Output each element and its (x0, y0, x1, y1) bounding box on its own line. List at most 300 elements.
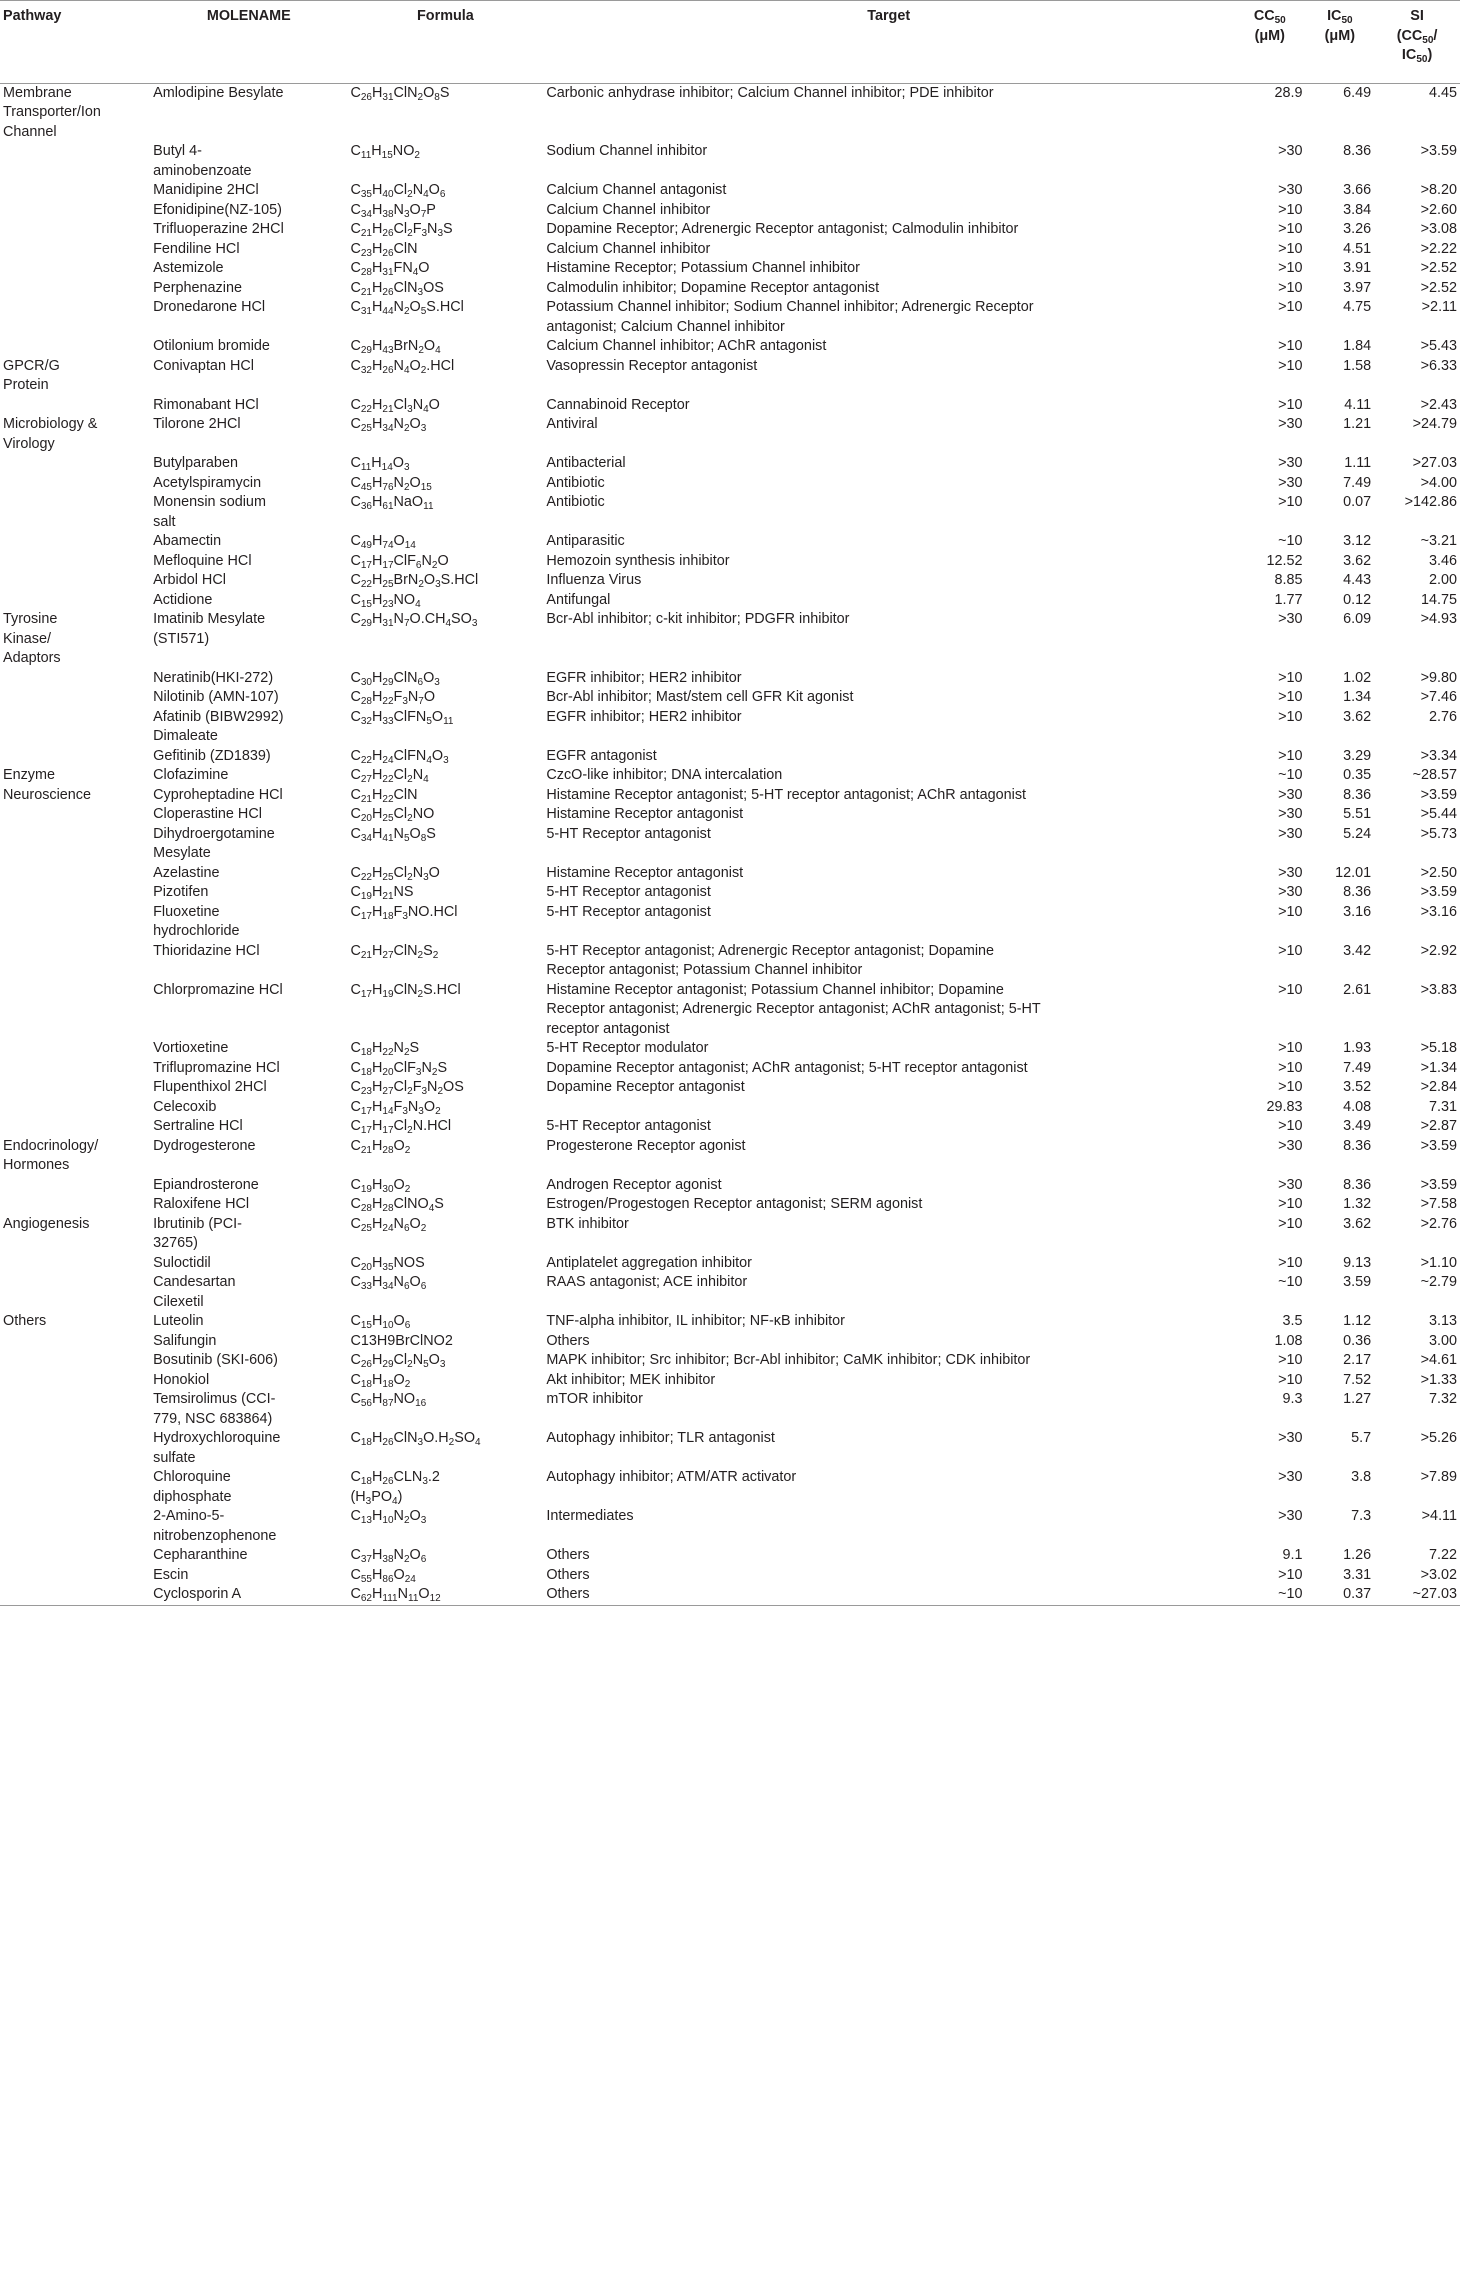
cell-cc50: >10 (1278, 747, 1303, 764)
cell-target: Cannabinoid Receptor (546, 396, 690, 413)
cell-si: >3.02 (1420, 1566, 1457, 1583)
cell-target: Histamine Receptor antagonist (546, 864, 744, 881)
cell-cc50: >10 (1278, 1040, 1303, 1056)
cell-target: 5-HT Receptor antagonist (546, 884, 711, 900)
table-row (0, 1039, 1460, 1059)
cell-si: 2.00 (1428, 572, 1457, 588)
cell-molename: Afatinib (BIBW2992) Dimaleate (153, 708, 284, 744)
cell-formula: $C_{28}H_{28}ClNO_4S$ (350, 1196, 444, 1214)
cell-target: Antibiotic (546, 494, 605, 510)
cell-formula: $C_{18}H_{20}ClF_3N_2S$ (350, 1059, 448, 1078)
cell-target: Histamine Receptor; Potassium Channel inhibitor (546, 260, 860, 276)
cell-formula: $C_{15}H_{10}O_6$ (350, 1313, 411, 1331)
cell-ic50: 12.01 (1335, 864, 1372, 881)
cell-formula: $C_{25}H_{24}N_6O_2$ (350, 1215, 427, 1234)
cell-target: Others (543, 1585, 1234, 1605)
cell-cc50: >30 (1278, 1469, 1303, 1485)
cell-si: >5.44 (1420, 806, 1457, 822)
table-row (0, 805, 1460, 825)
cell-ic50: 8.36 (1343, 143, 1372, 159)
cell-ic50: 8.36 (1343, 1137, 1372, 1154)
cell-si: 3.46 (1428, 552, 1457, 569)
cell-target (543, 1098, 1234, 1118)
cell-formula: $C_{32}H_{33}ClFN_5O_{11}$ (350, 708, 454, 727)
cell-pathway (0, 1429, 150, 1468)
cell-si: >3.83 (1420, 981, 1457, 998)
cell-target: Antiplatelet aggregation inhibitor (546, 1254, 752, 1271)
cell-si: >2.52 (1420, 260, 1457, 276)
cell-cc50: >10 (1278, 1254, 1303, 1271)
cell-formula: $C_{22}H_{21}Cl_3N_4O$ (350, 396, 440, 415)
cell-molename: Manidipine 2HCl (153, 182, 259, 198)
table-row (0, 415, 1460, 454)
cell-ic50: 3.97 (1343, 279, 1372, 296)
cell-molename: Honokiol (153, 1371, 210, 1388)
cell-target: Estrogen/Progestogen Receptor antagonist; SERM agonist (546, 1196, 923, 1212)
cell-cc50: ~10 (1234, 1585, 1305, 1605)
cell-formula: $C_{25}H_{34}N_2O_3$ (350, 416, 427, 434)
cell-molename: Butyl 4- aminobenzoate (153, 143, 252, 179)
cell-pathway (0, 279, 150, 299)
header-target: Target (867, 8, 911, 24)
table-row (0, 1254, 1460, 1274)
table-row (0, 864, 1460, 884)
cell-molename: Thioridazine HCl (153, 942, 260, 959)
table-row (0, 1078, 1460, 1098)
table-row (0, 610, 1460, 669)
cell-formula: $C_{18}H_{26}ClN_3O.H_2SO_4$ (350, 1430, 481, 1448)
cell-ic50: 3.26 (1343, 221, 1372, 237)
cell-si: 7.32 (1428, 1391, 1457, 1407)
cell-ic50: 0.12 (1343, 591, 1372, 608)
cell-formula: $C_{11}H_{14}O_3$ (350, 455, 410, 473)
cell-ic50: 3.42 (1343, 942, 1372, 959)
cell-cc50: >10 (1278, 396, 1303, 413)
cell-si: >2.87 (1420, 1118, 1457, 1134)
cell-molename: Imatinib Mesylate (STI571) (153, 611, 266, 647)
cell-target: EGFR inhibitor; HER2 inhibitor (546, 669, 742, 686)
header-pathway: Pathway (3, 8, 62, 24)
cell-target: Histamine Receptor antagonist; 5-HT receptor antagonist; AChR antagonist (546, 786, 1027, 803)
cell-ic50: 6.09 (1343, 611, 1372, 627)
cell-molename: Acetylspiramycin (153, 474, 262, 491)
cell-molename: Nilotinib (AMN-107) (153, 689, 279, 705)
cell-ic50: 4.08 (1343, 1098, 1372, 1115)
cell-pathway (0, 259, 150, 279)
cell-ic50: 1.26 (1343, 1547, 1372, 1563)
cell-cc50: >30 (1278, 455, 1303, 471)
cell-si: >3.16 (1420, 903, 1457, 920)
table-row (0, 298, 1460, 337)
table-row (0, 825, 1460, 864)
cell-ic50: 8.36 (1343, 884, 1372, 900)
cell-target: Others (546, 1332, 590, 1349)
table-row (0, 142, 1460, 181)
cell-si: 7.31 (1428, 1098, 1457, 1115)
cell-ic50: 7.3 (1351, 1508, 1372, 1524)
table-row (0, 1507, 1460, 1546)
cell-ic50: 3.91 (1343, 260, 1372, 276)
cell-si: >4.61 (1420, 1352, 1457, 1368)
cell-ic50: 1.02 (1343, 669, 1372, 686)
cell-pathway (0, 825, 150, 864)
cell-target: Intermediates (546, 1508, 634, 1524)
cell-ic50: 1.58 (1343, 357, 1372, 374)
cell-si: 7.22 (1428, 1547, 1457, 1563)
cell-ic50: 6.49 (1343, 84, 1372, 101)
cell-molename: Rimonabant HCl (153, 396, 259, 413)
cell-formula: $C_{17}H_{17}Cl_2N.HCl$ (350, 1118, 452, 1136)
table-row (0, 396, 1460, 416)
cell-molename: Dihydroergotamine Mesylate (153, 825, 275, 861)
table-row (0, 1117, 1460, 1137)
cell-formula: $C_{32}H_{26}N_4O_2.HCl$ (350, 357, 455, 376)
cell-pathway (0, 142, 150, 181)
cell-si: >4.11 (1421, 1508, 1457, 1524)
cell-pathway (0, 201, 150, 221)
cell-cc50: >30 (1278, 143, 1303, 159)
cell-pathway (0, 1507, 150, 1546)
cell-cc50: >10 (1278, 981, 1303, 998)
cell-si: >2.50 (1420, 864, 1457, 881)
cell-formula: $C_{35}H_{40}Cl_2N_4O_6$ (350, 182, 446, 200)
cell-target: EGFR inhibitor; HER2 inhibitor (546, 708, 742, 725)
cell-ic50: 3.52 (1343, 1079, 1372, 1095)
cell-formula: $C_{20}H_{35}NOS$ (350, 1254, 425, 1273)
cell-formula: $C_{17}H_{18}F_3NO.HCl$ (350, 903, 458, 922)
cell-ic50: 3.49 (1343, 1118, 1372, 1134)
cell-cc50: 28.9 (1274, 84, 1303, 101)
table-row (0, 883, 1460, 903)
table-row (0, 220, 1460, 240)
table-row (0, 1546, 1460, 1566)
cell-ic50: 4.75 (1343, 299, 1372, 315)
table-row (0, 201, 1460, 221)
cell-ic50: 0.37 (1306, 1585, 1375, 1605)
cell-pathway (0, 298, 150, 337)
cell-si: >1.33 (1420, 1371, 1457, 1388)
cell-pathway (0, 474, 150, 494)
cell-molename: Temsirolimus (CCI- 779, NSC 683864) (153, 1391, 276, 1427)
cell-ic50: 7.49 (1343, 1059, 1372, 1076)
cell-ic50: 8.36 (1343, 786, 1372, 803)
cell-si: 2.76 (1428, 708, 1457, 725)
table-row (0, 279, 1460, 299)
cell-ic50: 1.93 (1343, 1040, 1372, 1056)
table-row (0, 1585, 1460, 1605)
table-row (0, 903, 1460, 942)
cell-ic50: 3.12 (1343, 533, 1372, 549)
cell-target: 5-HT Receptor antagonist (546, 903, 711, 920)
cell-formula: $C_{15}H_{23}NO_4$ (350, 591, 421, 610)
cell-cc50: >10 (1278, 1215, 1303, 1232)
cell-target: Influenza Virus (546, 572, 642, 588)
cell-molename: Flupenthixol 2HCl (153, 1079, 267, 1095)
cell-ic50: 1.21 (1343, 416, 1372, 432)
cell-molename: Efonidipine(NZ-105) (153, 201, 282, 218)
cell-formula: $C_{36}H_{61}NaO_{11}$ (350, 494, 434, 512)
cell-target: Antiparasitic (546, 533, 625, 549)
cell-si: >2.92 (1420, 942, 1457, 959)
cell-molename: Fluoxetine hydrochloride (153, 903, 240, 939)
cell-ic50: 3.29 (1343, 747, 1372, 764)
cell-molename: Gefitinib (ZD1839) (153, 747, 271, 764)
cell-pathway (0, 1117, 150, 1137)
cell-ic50: 3.62 (1343, 552, 1372, 569)
cell-molename: Fendiline HCl (153, 240, 240, 257)
cell-formula: $C_{26}H_{29}Cl_2N_5O_3$ (350, 1352, 446, 1370)
cell-si: >2.76 (1420, 1215, 1457, 1232)
cell-pathway (0, 220, 150, 240)
cell-formula: $C_{22}H_{25}BrN_2O_3S.HCl$ (350, 572, 479, 590)
cell-cc50: 8.85 (1274, 572, 1303, 588)
table-row (0, 1098, 1460, 1118)
cell-molename: Suloctidil (153, 1254, 211, 1271)
cell-ic50: 4.11 (1344, 396, 1372, 413)
cell-pathway (0, 864, 150, 884)
cell-molename: Candesartan Cilexetil (153, 1274, 236, 1310)
cell-si: >27.03 (1412, 455, 1457, 471)
cell-si: >2.22 (1420, 240, 1457, 257)
cell-molename: Arbidol HCl (153, 572, 226, 588)
cell-pathway (0, 337, 150, 357)
cell-ic50: 3.66 (1343, 182, 1372, 198)
cell-ic50: 9.13 (1343, 1254, 1372, 1271)
cell-formula: $C_{34}H_{38}N_3O_7P$ (350, 201, 436, 220)
cell-formula: $C_{31}H_{44}N_2O_5S.HCl$ (350, 299, 464, 317)
table-row (0, 747, 1460, 767)
cell-pathway (0, 1098, 150, 1118)
cell-cc50: >10 (1278, 1196, 1303, 1212)
cell-formula: $C_{18}H_{22}N_2S$ (350, 1040, 420, 1058)
cell-cc50: >30 (1278, 825, 1303, 842)
cell-si: >3.59 (1420, 143, 1457, 159)
cell-molename: Amlodipine Besylate (153, 84, 284, 101)
cell-formula: $C_{20}H_{25}Cl_2NO$ (350, 806, 435, 824)
cell-pathway (0, 591, 150, 611)
cell-cc50: >30 (1278, 611, 1303, 627)
cell-pathway: Tyrosine Kinase/ Adaptors (3, 611, 61, 666)
cell-cc50: >10 (1278, 1352, 1303, 1368)
cell-formula: $C_{37}H_{38}N_2O_6$ (350, 1547, 427, 1565)
cell-target: Androgen Receptor agonist (546, 1176, 722, 1193)
cell-cc50: >30 (1278, 474, 1303, 491)
header-ic50: $IC_{50}$ (μM) (1324, 8, 1356, 44)
table-row (0, 1390, 1460, 1429)
cell-molename: Epiandrosterone (153, 1176, 259, 1193)
cell-target: Antiviral (546, 416, 598, 432)
table-row (0, 591, 1460, 611)
table-row (0, 1273, 1460, 1312)
cell-si: >6.33 (1420, 357, 1457, 374)
cell-ic50: 3.31 (1343, 1566, 1372, 1583)
cell-target: Antibacterial (546, 455, 626, 471)
cell-molename: Ibrutinib (PCI- 32765) (153, 1215, 242, 1251)
table-row (0, 1566, 1460, 1586)
cell-formula: $C_{56}H_{87}NO_{16}$ (350, 1391, 427, 1409)
cell-cc50: >10 (1278, 689, 1303, 705)
cell-cc50: >30 (1278, 182, 1303, 198)
cell-cc50: >30 (1278, 884, 1303, 900)
cell-molename: Salifungin (153, 1332, 217, 1349)
cell-si: >4.93 (1420, 611, 1457, 627)
table-row (0, 83, 1460, 142)
cell-ic50: 1.11 (1344, 455, 1372, 471)
table-row (0, 1332, 1460, 1352)
table-body (0, 83, 1460, 1605)
cell-si: >2.84 (1420, 1079, 1457, 1095)
cell-cc50: >10 (1278, 240, 1303, 257)
cell-cc50: ~10 (1278, 767, 1303, 783)
cell-ic50: 8.36 (1343, 1176, 1372, 1193)
cell-cc50: 3.5 (1282, 1313, 1303, 1329)
cell-target: MAPK inhibitor; Src inhibitor; Bcr-Abl inhibitor; CaMK inhibitor; CDK inhibitor (546, 1352, 1031, 1368)
cell-molename: Triflupromazine HCl (153, 1059, 280, 1076)
table-row (0, 1351, 1460, 1371)
table-row (0, 474, 1460, 494)
cell-pathway (0, 1351, 150, 1371)
cell-cc50: >10 (1278, 494, 1303, 510)
cell-target: BTK inhibitor (546, 1215, 629, 1232)
table-row (0, 688, 1460, 708)
cell-cc50: >30 (1278, 864, 1303, 881)
cell-cc50: >10 (1278, 1371, 1303, 1388)
cell-pathway (0, 552, 150, 572)
table-row (0, 240, 1460, 260)
cell-formula: $C_{26}H_{31}ClN_2O_8S$ (350, 84, 450, 103)
cell-formula: $C_{21}H_{26}Cl_2F_3N_3S$ (350, 221, 453, 239)
cell-si: >3.59 (1420, 1137, 1457, 1154)
cell-pathway: Membrane Transporter/Ion Channel (3, 84, 101, 140)
cell-formula: $C_{18}H_{26}CLN_3.2$ $(H_3PO_4)$ (350, 1469, 440, 1507)
cell-pathway (0, 883, 150, 903)
table-row (0, 708, 1460, 747)
cell-formula: $C_{19}H_{21}NS$ (350, 884, 414, 902)
table-row (0, 571, 1460, 591)
cell-si: 14.75 (1420, 591, 1457, 608)
cell-molename: Cyproheptadine HCl (153, 786, 283, 803)
cell-target: Calcium Channel inhibitor (546, 240, 711, 257)
header-formula: Formula (417, 8, 474, 24)
cell-pathway: Enzyme (3, 767, 55, 783)
cell-pathway (0, 1332, 150, 1352)
table-row (0, 1371, 1460, 1391)
cell-cc50: >10 (1278, 299, 1303, 315)
cell-formula: $C_{17}H_{14}F_3N_3O_2$ (350, 1098, 441, 1117)
cell-ic50: 3.16 (1343, 903, 1372, 920)
cell-pathway: Endocrinology/ Hormones (3, 1137, 99, 1173)
cell-target: Autophagy inhibitor; ATM/ATR activator (546, 1469, 797, 1485)
cell-molename: Conivaptan HCl (153, 357, 254, 374)
cell-target: Others (546, 1547, 590, 1563)
cell-target: Dopamine Receptor antagonist (546, 1079, 745, 1095)
cell-molename: Chloroquine diphosphate (153, 1469, 232, 1505)
table-row (0, 942, 1460, 981)
cell-molename: Otilonium bromide (153, 338, 270, 354)
cell-formula: $C_{55}H_{86}O_{24}$ (350, 1566, 416, 1585)
cell-target: Calcium Channel inhibitor (546, 201, 711, 218)
cell-target: Carbonic anhydrase inhibitor; Calcium Channel inhibitor; PDE inhibitor (546, 84, 994, 101)
cell-molename: Pizotifen (153, 884, 209, 900)
cell-cc50: >10 (1278, 1118, 1303, 1134)
table-row (0, 181, 1460, 201)
cell-pathway: Microbiology & Virology (3, 416, 98, 452)
cell-cc50: >10 (1278, 338, 1303, 354)
cell-si: >24.79 (1412, 416, 1457, 432)
cell-formula: $C_{45}H_{76}N_2O_{15}$ (350, 474, 432, 493)
cell-ic50: 3.62 (1343, 708, 1372, 725)
cell-pathway: Others (3, 1313, 47, 1329)
cell-molename: 2-Amino-5- nitrobenzophenone (153, 1508, 277, 1544)
cell-pathway (0, 1273, 150, 1312)
cell-cc50: >30 (1278, 1137, 1303, 1154)
cell-formula: $C_{23}H_{26}ClN$ (350, 240, 418, 259)
cell-pathway: GPCR/G Protein (3, 357, 60, 393)
table-row (0, 1137, 1460, 1176)
cell-si: >7.46 (1420, 689, 1457, 705)
cell-molename: Vortioxetine (153, 1040, 229, 1056)
table-row (0, 1215, 1460, 1254)
header-si: SI ($CC_{50}/$ $IC_{50}$) (1396, 8, 1438, 65)
table-row (0, 1059, 1460, 1079)
cell-si: ~28.57 (1412, 767, 1457, 783)
cell-si: ~2.79 (1420, 1274, 1457, 1290)
cell-si: >5.18 (1420, 1040, 1457, 1056)
cell-cc50: >10 (1278, 279, 1303, 296)
cell-formula: $C_{22}H_{25}Cl_2N_3O$ (350, 864, 440, 883)
cell-molename: Dronedarone HCl (153, 299, 266, 315)
cell-target: Calmodulin inhibitor; Dopamine Receptor antagonist (546, 279, 880, 296)
cell-ic50: 1.34 (1343, 689, 1372, 705)
cell-ic50: 3.8 (1351, 1469, 1372, 1485)
cell-cc50: >10 (1278, 942, 1303, 959)
cell-target: Histamine Receptor antagonist; Potassium Channel inhibitor; Dopamine Receptor antagonist; Adrenergic Receptor antagonist; AChR antagonist; 5-HT receptor antagonist (546, 981, 1041, 1037)
cell-formula: $C_{49}H_{74}O_{14}$ (350, 533, 416, 551)
cell-target: Antibiotic (546, 474, 605, 491)
cell-pathway (0, 805, 150, 825)
cell-target: Others (546, 1566, 590, 1583)
cell-target: Autophagy inhibitor; TLR antagonist (546, 1430, 775, 1446)
cell-target: Sodium Channel inhibitor (546, 143, 708, 159)
cell-molename: Tilorone 2HCl (153, 416, 241, 432)
cell-pathway (0, 454, 150, 474)
cell-cc50: >10 (1278, 201, 1303, 218)
cell-si: >142.86 (1404, 494, 1457, 510)
cell-si: >8.20 (1420, 182, 1457, 198)
cell-si: >3.08 (1420, 221, 1457, 237)
cell-target: Dopamine Receptor; Adrenergic Receptor antagonist; Calmodulin inhibitor (546, 221, 1019, 237)
cell-si: >3.34 (1420, 747, 1457, 764)
table-row (0, 981, 1460, 1040)
cell-cc50: >10 (1278, 1079, 1303, 1095)
header-row (0, 0, 1460, 83)
cell-cc50: >30 (1278, 786, 1303, 803)
cell-formula: $C_{13}H_{10}N_2O_3$ (350, 1508, 427, 1526)
cell-pathway (0, 396, 150, 416)
table-row (0, 532, 1460, 552)
cell-target: Bcr-Abl inhibitor; Mast/stem cell GFR Kit agonist (546, 689, 854, 705)
cell-ic50: 1.12 (1343, 1313, 1372, 1329)
cell-ic50: 7.49 (1343, 474, 1372, 491)
cell-target: Calcium Channel inhibitor; AChR antagonist (546, 338, 827, 354)
cell-si: ~27.03 (1374, 1585, 1460, 1605)
cell-pathway (0, 1254, 150, 1274)
cell-pathway (0, 747, 150, 767)
cell-formula: $C_{17}H_{19}ClN_2S.HCl$ (350, 981, 461, 1000)
cell-ic50: 1.32 (1343, 1196, 1372, 1212)
cell-si: 3.13 (1428, 1313, 1457, 1329)
cell-molename: Escin (153, 1566, 189, 1583)
